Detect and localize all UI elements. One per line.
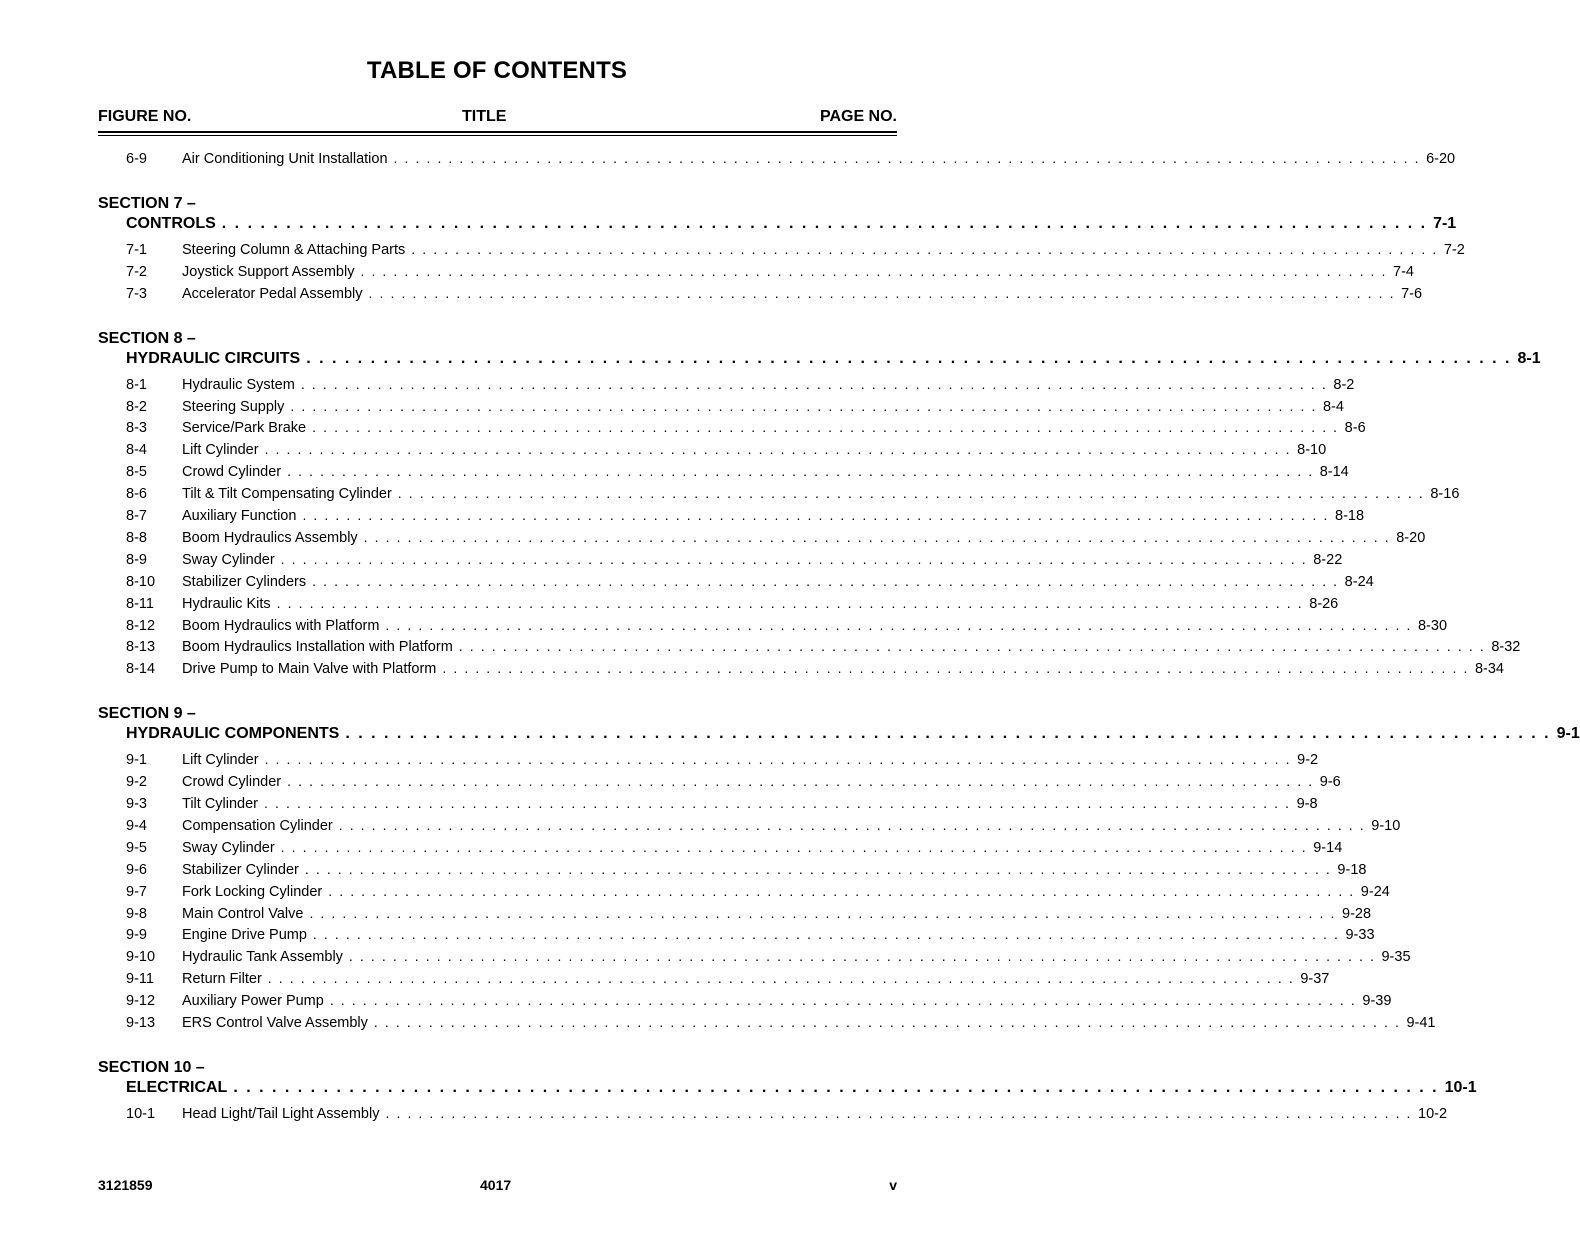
section-page-number: 8-1 [1517, 349, 1541, 367]
column-header-title: TITLE [462, 108, 507, 125]
figure-title: Tilt Cylinder [182, 796, 259, 812]
figure-number: 9-13 [126, 1015, 156, 1031]
figure-number: 9-3 [126, 796, 147, 812]
figure-number: 9-11 [126, 971, 154, 988]
figure-number: 8-7 [126, 508, 147, 524]
toc-entry[interactable] [126, 397, 1344, 418]
footer-page-number: v [889, 1177, 897, 1193]
dot-leader: . . . . . . . . . . . . . . . . . . . . . . . . . . . . . . . . . . . . . . . . . . . . . . . . . . . . . . . . . . . . . . . . . . . . . . . . . . . . . . . . . . . . . . . . . . . . . . [264, 441, 1292, 458]
figure-title: Boom Hydraulics Assembly [182, 529, 358, 546]
dot-leader: . . . . . . . . . . . . . . . . . . . . . . . . . . . . . . . . . . . . . . . . . . . . . . . . . . . . . . . . . . . . . . . . . . . . . . . . . . . . . . . . . . . . . . . . . . . . . . [264, 795, 1291, 811]
dot-leader: . . . . . . . . . . . . . . . . . . . . . . . . . . . . . . . . . . . . . . . . . . . . . . . . . . . . . . . . . . . . . . . . . . . . . . . . . . . . . . . . . . . . . . . . . . . . . . [328, 882, 1355, 899]
page-number: 9-2 [1297, 752, 1319, 769]
figure-title: Lift Cylinder [182, 442, 259, 459]
figure-title: Crowd Cylinder [182, 464, 282, 481]
section-title: HYDRAULIC CIRCUITS [126, 349, 301, 367]
figure-title: Service/Park Brake [182, 420, 307, 437]
figure-title: Head Light/Tail Light Assembly [182, 1105, 380, 1122]
figure-title: Engine Drive Pump [182, 927, 307, 944]
figure-title: Sway Cylinder [182, 839, 275, 856]
page-number: 8-32 [1491, 639, 1521, 656]
section-label: SECTION 10 – [98, 1058, 205, 1076]
figure-title: Air Conditioning Unit Installation [182, 151, 388, 167]
dot-leader: . . . . . . . . . . . . . . . . . . . . . . . . . . . . . . . . . . . . . . . . . . . . . . . . . . . . . . . . . . . . . . . . . . . . . . . . . . . . . . . . . . . . . . . . . . . . . . [302, 507, 1329, 523]
figure-title: Joystick Support Assembly [182, 263, 355, 280]
toc-entry[interactable] [126, 838, 1343, 859]
dot-leader: . . . . . . . . . . . . . . . . . . . . . . . . . . . . . . . . . . . . . . . . . . . . . . . . . . . . . . . . . . . . . . . . . . . . . . . . . . . . . . . . . . . . . . . . . . . . . . [338, 816, 1366, 833]
figure-title: Steering Column & Attaching Parts [182, 241, 406, 258]
page-number: 9-10 [1371, 817, 1401, 834]
page-number: 7-6 [1401, 285, 1423, 302]
page-number: 9-8 [1296, 796, 1318, 812]
dot-leader: . . . . . . . . . . . . . . . . . . . . . . . . . . . . . . . . . . . . . . . . . . . . . . . . . . . . . . . . . . . . . . . . . . . . . . . . . . . . . . . . . . . . . . . . . . . . . . [287, 773, 1314, 790]
figure-number: 7-2 [126, 263, 147, 280]
figure-number: 9-6 [126, 861, 147, 878]
dot-leader: . . . . . . . . . . . . . . . . . . . . . . . . . . . . . . . . . . . . . . . . . . . . . . . . . . . . . . . . . . . . . . . . . . . . . . . . . . . . . . . . . . . . . . . . . . . . . . [393, 150, 1421, 166]
toc-entry[interactable] [126, 970, 1330, 990]
section-heading[interactable] [126, 725, 1580, 747]
section-title: CONTROLS [126, 214, 216, 232]
section-page-number: 7-1 [1433, 214, 1457, 232]
toc-entry[interactable] [126, 240, 1465, 261]
figure-title: Crowd Cylinder [182, 774, 282, 791]
dot-leader: . . . . . . . . . . . . . . . . . . . . . . . . . . . . . . . . . . . . . . . . . . . . . . . . . . . . . . . . . . . . . . . . . . . . . . . . . . . . . . . . . . . . . . . . . . . . . . [287, 463, 1314, 480]
toc-entry[interactable] [126, 638, 1521, 658]
figure-title: Boom Hydraulics Installation with Platform [182, 639, 453, 656]
figure-number: 8-14 [126, 661, 156, 678]
dot-leader: . . . . . . . . . . . . . . . . . . . . . . . . . . . . . . . . . . . . . . . . . . . . . . . . . . . . . . . . . . . . . . . . . . . . . . . . . . . . . . . . . . . . . . . . . . . . . . [267, 970, 1295, 987]
toc-entry[interactable] [126, 507, 1365, 527]
page-number: 8-24 [1344, 573, 1374, 590]
page-number: 8-6 [1344, 420, 1366, 437]
toc-entry[interactable] [126, 572, 1374, 593]
section-page-number: 9-1 [1556, 725, 1580, 743]
toc-entry[interactable] [126, 882, 1390, 903]
figure-number: 8-13 [126, 639, 156, 656]
figure-number: 8-10 [126, 573, 156, 590]
figure-title: ERS Control Valve Assembly [182, 1015, 368, 1031]
dot-leader: . . . . . . . . . . . . . . . . . . . . . . . . . . . . . . . . . . . . . . . . . . . . . . . . . . . . . . . . . . . . . . . . . . . . . . . . . . . . . . . . . . . . . . . . . . . . . . [348, 948, 1376, 965]
page-number: 7-2 [1443, 241, 1465, 258]
dot-leader: . . . . . . . . . . . . . . . . . . . . . . . . . . . . . . . . . . . . . . . . . . . . . . . . . . . . . . . . . . . . . . . . . . . . . . . . . . . . . . . . . . . . . . . . . . . . . . [312, 419, 1339, 436]
figure-title: Drive Pump to Main Valve with Platform [182, 661, 437, 678]
dot-leader: . . . . . . . . . . . . . . . . . . . . . . . . . . . . . . . . . . . . . . . . . . . . . . . . . . . . . . . . . . . . . . . . . . . . . . . . . . . . . . . . . . . . . . . . . . . . . . [458, 638, 1486, 655]
dot-leader: . . . . . . . . . . . . . . . . . . . . . . . . . . . . . . . . . . . . . . . . . . . . . . . . . . . . . . . . . . . . . . . . . . . . . . . . . . . . . . . . . . . . . . . . . . . . . . [280, 550, 1308, 567]
header-rule-thick [98, 131, 897, 133]
page-number: 8-26 [1309, 595, 1339, 612]
page-number: 9-28 [1342, 905, 1372, 922]
page-number: 8-10 [1297, 442, 1327, 459]
figure-number: 8-12 [126, 617, 156, 634]
toc-entry[interactable] [126, 992, 1392, 1012]
page-number: 8-4 [1322, 398, 1344, 415]
toc-entry[interactable] [126, 860, 1367, 881]
figure-number: 10-1 [126, 1105, 156, 1122]
page-number: 8-20 [1396, 529, 1426, 546]
figure-number: 9-4 [126, 817, 147, 834]
page-number: 9-18 [1337, 861, 1367, 878]
page-number: 9-39 [1362, 993, 1392, 1010]
toc-entry[interactable] [126, 1014, 1436, 1034]
page-title: TABLE OF CONTENTS [366, 57, 628, 84]
dot-leader: . . . . . . . . . . . . . . . . . . . . . . . . . . . . . . . . . . . . . . . . . . . . . . . . . . . . . . . . . . . . . . . . . . . . . . . . . . . . . . . . . . . . . . . . . . . . . . [411, 240, 1438, 257]
figure-title: Tilt & Tilt Compensating Cylinder [182, 486, 392, 503]
section-title: HYDRAULIC COMPONENTS [126, 725, 340, 743]
dot-leader: . . . . . . . . . . . . . . . . . . . . . . . . . . . . . . . . . . . . . . . . . . . . . . . . . . . . . . . . . . . . . . . . . . . . . . . . . . . . . . . . . . . . . . . . . . . . . . [233, 1078, 1439, 1096]
toc-entry[interactable] [126, 485, 1460, 505]
figure-title: Lift Cylinder [182, 752, 259, 769]
toc-entry[interactable] [126, 528, 1426, 549]
page-number: 6-20 [1426, 151, 1456, 167]
figure-title: Hydraulic Kits [182, 595, 271, 612]
toc-entry[interactable] [126, 441, 1327, 461]
dot-leader: . . . . . . . . . . . . . . . . . . . . . . . . . . . . . . . . . . . . . . . . . . . . . . . . . . . . . . . . . . . . . . . . . . . . . . . . . . . . . . . . . . . . . . . . . . . . . . [442, 660, 1469, 677]
dot-leader: . . . . . . . . . . . . . . . . . . . . . . . . . . . . . . . . . . . . . . . . . . . . . . . . . . . . . . . . . . . . . . . . . . . . . . . . . . . . . . . . . . . . . . . . . . . . . . [373, 1014, 1401, 1030]
figure-number: 8-3 [126, 420, 147, 437]
figure-title: Compensation Cylinder [182, 817, 333, 834]
page-number: 9-35 [1381, 949, 1411, 966]
page-number: 9-24 [1360, 883, 1390, 900]
section-label: SECTION 7 – [98, 194, 196, 212]
toc-entry[interactable] [126, 375, 1355, 396]
figure-title: Boom Hydraulics with Platform [182, 617, 380, 634]
page-number: 8-18 [1335, 508, 1365, 524]
section-heading[interactable] [126, 1078, 1477, 1101]
dot-leader: . . . . . . . . . . . . . . . . . . . . . . . . . . . . . . . . . . . . . . . . . . . . . . . . . . . . . . . . . . . . . . . . . . . . . . . . . . . . . . . . . . . . . . . . . . . . . . [280, 838, 1308, 855]
dot-leader: . . . . . . . . . . . . . . . . . . . . . . . . . . . . . . . . . . . . . . . . . . . . . . . . . . . . . . . . . . . . . . . . . . . . . . . . . . . . . . . . . . . . . . . . . . . . . . [397, 485, 1425, 502]
toc-entry[interactable] [126, 150, 1456, 170]
toc-entry[interactable] [126, 751, 1319, 771]
dot-leader: . . . . . . . . . . . . . . . . . . . . . . . . . . . . . . . . . . . . . . . . . . . . . . . . . . . . . . . . . . . . . . . . . . . . . . . . . . . . . . . . . . . . . . . . . . . . . . [309, 904, 1336, 921]
toc-entry[interactable] [126, 773, 1341, 793]
figure-number: 9-7 [126, 883, 147, 900]
page-number: 8-34 [1474, 661, 1504, 678]
page-number: 8-30 [1417, 617, 1448, 634]
footer-doc-number: 3121859 [98, 1177, 153, 1193]
figure-title: Hydraulic System [182, 376, 295, 393]
page-number: 9-6 [1319, 774, 1341, 791]
figure-number: 9-5 [126, 839, 147, 856]
toc-entry[interactable] [126, 419, 1366, 439]
toc-entry[interactable] [126, 926, 1375, 946]
figure-number: 8-9 [126, 551, 147, 568]
page-number: 8-22 [1313, 551, 1343, 568]
figure-number: 8-6 [126, 486, 147, 503]
figure-title: Sway Cylinder [182, 551, 275, 568]
toc-entry[interactable] [126, 284, 1423, 305]
dot-leader: . . . . . . . . . . . . . . . . . . . . . . . . . . . . . . . . . . . . . . . . . . . . . . . . . . . . . . . . . . . . . . . . . . . . . . . . . . . . . . . . . . . . . . . . . . . . . . [264, 751, 1292, 768]
toc-entry[interactable] [126, 262, 1414, 283]
dot-leader: . . . . . . . . . . . . . . . . . . . . . . . . . . . . . . . . . . . . . . . . . . . . . . . . . . . . . . . . . . . . . . . . . . . . . . . . . . . . . . . . . . . . . . . . . . . . . . [385, 616, 1412, 633]
dot-leader: . . . . . . . . . . . . . . . . . . . . . . . . . . . . . . . . . . . . . . . . . . . . . . . . . . . . . . . . . . . . . . . . . . . . . . . . . . . . . . . . . . . . . . . . . . . . . . [300, 375, 1328, 392]
figure-title: Main Control Valve [182, 905, 304, 922]
figure-title: Stabilizer Cylinders [182, 573, 307, 590]
toc-entry[interactable] [126, 616, 1448, 637]
page-number: 8-2 [1333, 376, 1355, 393]
section-heading[interactable] [126, 214, 1457, 237]
figure-number: 8-4 [126, 442, 147, 459]
section-label: SECTION 8 – [98, 329, 196, 347]
toc-entry[interactable] [126, 795, 1318, 815]
section-page-number: 10-1 [1444, 1078, 1477, 1096]
figure-number: 9-12 [126, 993, 156, 1010]
figure-number: 8-8 [126, 529, 147, 546]
figure-number: 9-8 [126, 905, 147, 922]
page-number: 8-16 [1430, 486, 1460, 503]
toc-entry[interactable] [126, 816, 1401, 837]
figure-number: 9-9 [126, 927, 147, 944]
footer-model: 4017 [480, 1177, 512, 1193]
toc-entry[interactable] [126, 948, 1411, 968]
page-number: 9-33 [1345, 927, 1375, 944]
toc-entry[interactable] [126, 463, 1349, 483]
figure-number: 8-1 [126, 376, 147, 393]
section-heading[interactable] [126, 349, 1541, 372]
page-number: 9-14 [1313, 839, 1343, 856]
dot-leader: . . . . . . . . . . . . . . . . . . . . . . . . . . . . . . . . . . . . . . . . . . . . . . . . . . . . . . . . . . . . . . . . . . . . . . . . . . . . . . . . . . . . . . . . . . . . . . [360, 262, 1388, 279]
page-number: 9-41 [1406, 1015, 1436, 1031]
column-header-figure-no: FIGURE NO. [98, 108, 192, 125]
figure-number: 9-10 [126, 949, 156, 966]
toc-entry[interactable] [126, 550, 1343, 571]
page-number: 7-4 [1393, 263, 1414, 280]
toc-entry[interactable] [126, 1104, 1448, 1125]
figure-title: Fork Locking Cylinder [182, 883, 323, 900]
dot-leader: . . . . . . . . . . . . . . . . . . . . . . . . . . . . . . . . . . . . . . . . . . . . . . . . . . . . . . . . . . . . . . . . . . . . . . . . . . . . . . . . . . . . . . . . . . . . . . [385, 1104, 1413, 1121]
figure-title: Return Filter [182, 971, 262, 988]
dot-leader: . . . . . . . . . . . . . . . . . . . . . . . . . . . . . . . . . . . . . . . . . . . . . . . . . . . . . . . . . . . . . . . . . . . . . . . . . . . . . . . . . . . . . . . . . . . . . . [312, 926, 1340, 943]
dot-leader: . . . . . . . . . . . . . . . . . . . . . . . . . . . . . . . . . . . . . . . . . . . . . . . . . . . . . . . . . . . . . . . . . . . . . . . . . . . . . . . . . . . . . . . . . . . . . . [290, 397, 1317, 414]
figure-number: 6-9 [126, 151, 147, 167]
figure-title: Steering Supply [182, 398, 285, 415]
dot-leader: . . . . . . . . . . . . . . . . . . . . . . . . . . . . . . . . . . . . . . . . . . . . . . . . . . . . . . . . . . . . . . . . . . . . . . . . . . . . . . . . . . . . . . . . . . . . . . [304, 860, 1332, 877]
figure-number: 8-5 [126, 464, 147, 481]
figure-number: 9-2 [126, 774, 147, 791]
header-rule-thin [98, 135, 897, 136]
dot-leader: . . . . . . . . . . . . . . . . . . . . . . . . . . . . . . . . . . . . . . . . . . . . . . . . . . . . . . . . . . . . . . . . . . . . . . . . . . . . . . . . . . . . . . . . . . . . . . [329, 992, 1357, 1009]
column-header-page-no: PAGE NO. [819, 108, 897, 125]
figure-number: 7-1 [126, 241, 147, 258]
page-number: 8-14 [1319, 464, 1349, 481]
figure-title: Stabilizer Cylinder [182, 861, 299, 878]
section-title: ELECTRICAL [126, 1078, 228, 1096]
dot-leader: . . . . . . . . . . . . . . . . . . . . . . . . . . . . . . . . . . . . . . . . . . . . . . . . . . . . . . . . . . . . . . . . . . . . . . . . . . . . . . . . . . . . . . . . . . . . . . [312, 572, 1339, 589]
figure-title: Auxiliary Power Pump [182, 993, 324, 1010]
figure-number: 7-3 [126, 285, 147, 302]
dot-leader: . . . . . . . . . . . . . . . . . . . . . . . . . . . . . . . . . . . . . . . . . . . . . . . . . . . . . . . . . . . . . . . . . . . . . . . . . . . . . . . . . . . . . . . . . . . . . . [221, 214, 1428, 232]
dot-leader: . . . . . . . . . . . . . . . . . . . . . . . . . . . . . . . . . . . . . . . . . . . . . . . . . . . . . . . . . . . . . . . . . . . . . . . . . . . . . . . . . . . . . . . . . . . . . . [368, 284, 1396, 301]
dot-leader: . . . . . . . . . . . . . . . . . . . . . . . . . . . . . . . . . . . . . . . . . . . . . . . . . . . . . . . . . . . . . . . . . . . . . . . . . . . . . . . . . . . . . . . . . . . . . . [306, 349, 1512, 367]
page-number: 10-2 [1418, 1105, 1448, 1122]
toc-entry[interactable] [126, 660, 1504, 680]
toc-entry[interactable] [126, 594, 1339, 615]
figure-title: Auxiliary Function [182, 508, 297, 524]
figure-number: 8-2 [126, 398, 147, 415]
toc-entry[interactable] [126, 904, 1372, 925]
section-label: SECTION 9 – [98, 705, 196, 723]
dot-leader: . . . . . . . . . . . . . . . . . . . . . . . . . . . . . . . . . . . . . . . . . . . . . . . . . . . . . . . . . . . . . . . . . . . . . . . . . . . . . . . . . . . . . . . . . . . . . . [345, 725, 1551, 743]
figure-number: 8-11 [126, 595, 154, 612]
dot-leader: . . . . . . . . . . . . . . . . . . . . . . . . . . . . . . . . . . . . . . . . . . . . . . . . . . . . . . . . . . . . . . . . . . . . . . . . . . . . . . . . . . . . . . . . . . . . . . [276, 594, 1304, 611]
page-number: 9-37 [1300, 971, 1330, 988]
figure-title: Accelerator Pedal Assembly [182, 285, 363, 302]
figure-number: 9-1 [126, 752, 147, 769]
figure-title: Hydraulic Tank Assembly [182, 949, 343, 966]
dot-leader: . . . . . . . . . . . . . . . . . . . . . . . . . . . . . . . . . . . . . . . . . . . . . . . . . . . . . . . . . . . . . . . . . . . . . . . . . . . . . . . . . . . . . . . . . . . . . . [363, 528, 1391, 545]
